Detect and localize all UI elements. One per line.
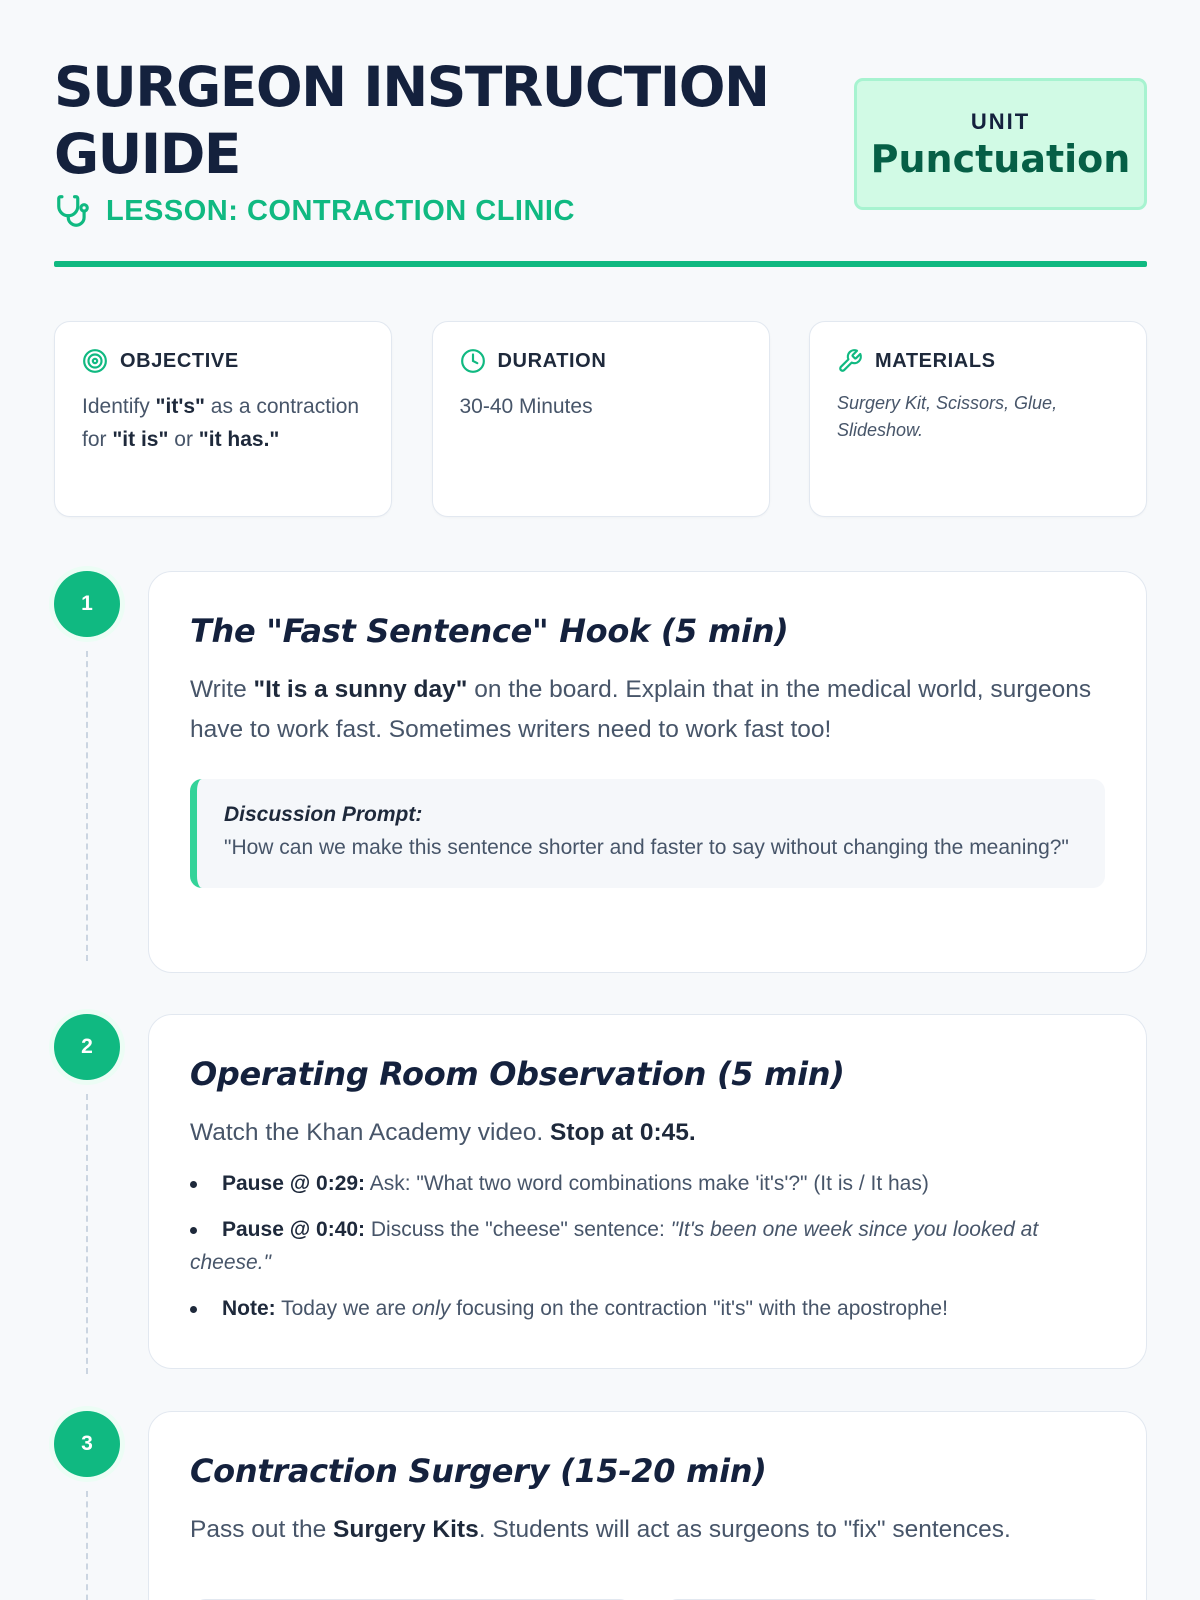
page-title — [54, 54, 814, 188]
duration-header — [460, 348, 742, 374]
target-icon — [82, 348, 108, 374]
prompt-label: Discussion Prompt: — [224, 803, 423, 826]
duration-card — [432, 321, 770, 517]
timeline-connector — [86, 1491, 88, 1600]
step-number-badge: 2 — [54, 1014, 120, 1080]
objective-text: Identify "it's" as a contraction for "it is" or "it has." — [82, 395, 360, 451]
page-header — [54, 54, 1147, 230]
step-description: Watch the Khan Academy video. Stop at 0:45. — [190, 1119, 696, 1146]
unit-badge — [854, 78, 1147, 210]
materials-label: MATERIALS — [875, 349, 996, 372]
step-description: Write "It is a sunny day" on the board. Explain that in the medical world, surgeons have to work fast. Sometimes writers need to work fast too! — [190, 676, 1092, 743]
clock-icon — [460, 348, 486, 374]
list-item: Pause @ 0:29: Ask: "What two word combinations make 'it's'?" (It is / It has) — [190, 1167, 1105, 1200]
discussion-prompt — [190, 779, 1105, 888]
title-line-2: GUIDE — [54, 122, 240, 186]
info-cards — [54, 321, 1147, 517]
step-number-badge: 1 — [54, 571, 120, 637]
step-card — [148, 1014, 1147, 1369]
timeline-connector — [86, 1094, 88, 1374]
materials-value: Surgery Kit, Scissors, Glue, Slideshow. — [837, 393, 1058, 440]
unit-value: Punctuation — [870, 137, 1131, 181]
title-line-1: SURGEON INSTRUCTION — [54, 55, 769, 119]
duration-value: 30-40 Minutes — [459, 395, 593, 418]
lesson-label: LESSON: CONTRACTION CLINIC — [106, 194, 575, 227]
step-card — [148, 1411, 1147, 1600]
step-title: Contraction Surgery (15-20 min) — [190, 1452, 767, 1490]
unit-label: UNIT — [970, 109, 1031, 134]
step-title: The "Fast Sentence" Hook (5 min) — [190, 612, 789, 650]
prompt-text: "How can we make this sentence shorter and faster to say without changing the meaning?" — [224, 836, 1069, 859]
duration-label: DURATION — [497, 349, 607, 372]
objective-label: OBJECTIVE — [120, 349, 239, 372]
step-description: Pass out the Surgery Kits. Students will act as surgeons to "fix" sentences. — [190, 1516, 1011, 1543]
wrench-icon — [837, 348, 863, 374]
stethoscope-icon — [54, 192, 92, 230]
list-item: Note: Today we are only focusing on the contraction "it's" with the apostrophe! — [190, 1292, 1105, 1325]
materials-card — [809, 321, 1147, 517]
step-number-badge: 3 — [54, 1411, 120, 1477]
objective-card — [54, 321, 392, 517]
materials-header — [837, 348, 1119, 374]
step-title: Operating Room Observation (5 min) — [190, 1055, 845, 1093]
header-divider — [54, 261, 1147, 267]
step-card — [148, 571, 1147, 973]
list-item: Pause @ 0:40: Discuss the "cheese" sentence: "It's been one week since you looked at cheese." — [190, 1213, 1105, 1279]
objective-header — [82, 348, 364, 374]
timeline-connector — [86, 651, 88, 961]
pause-points-list — [190, 1167, 1105, 1325]
